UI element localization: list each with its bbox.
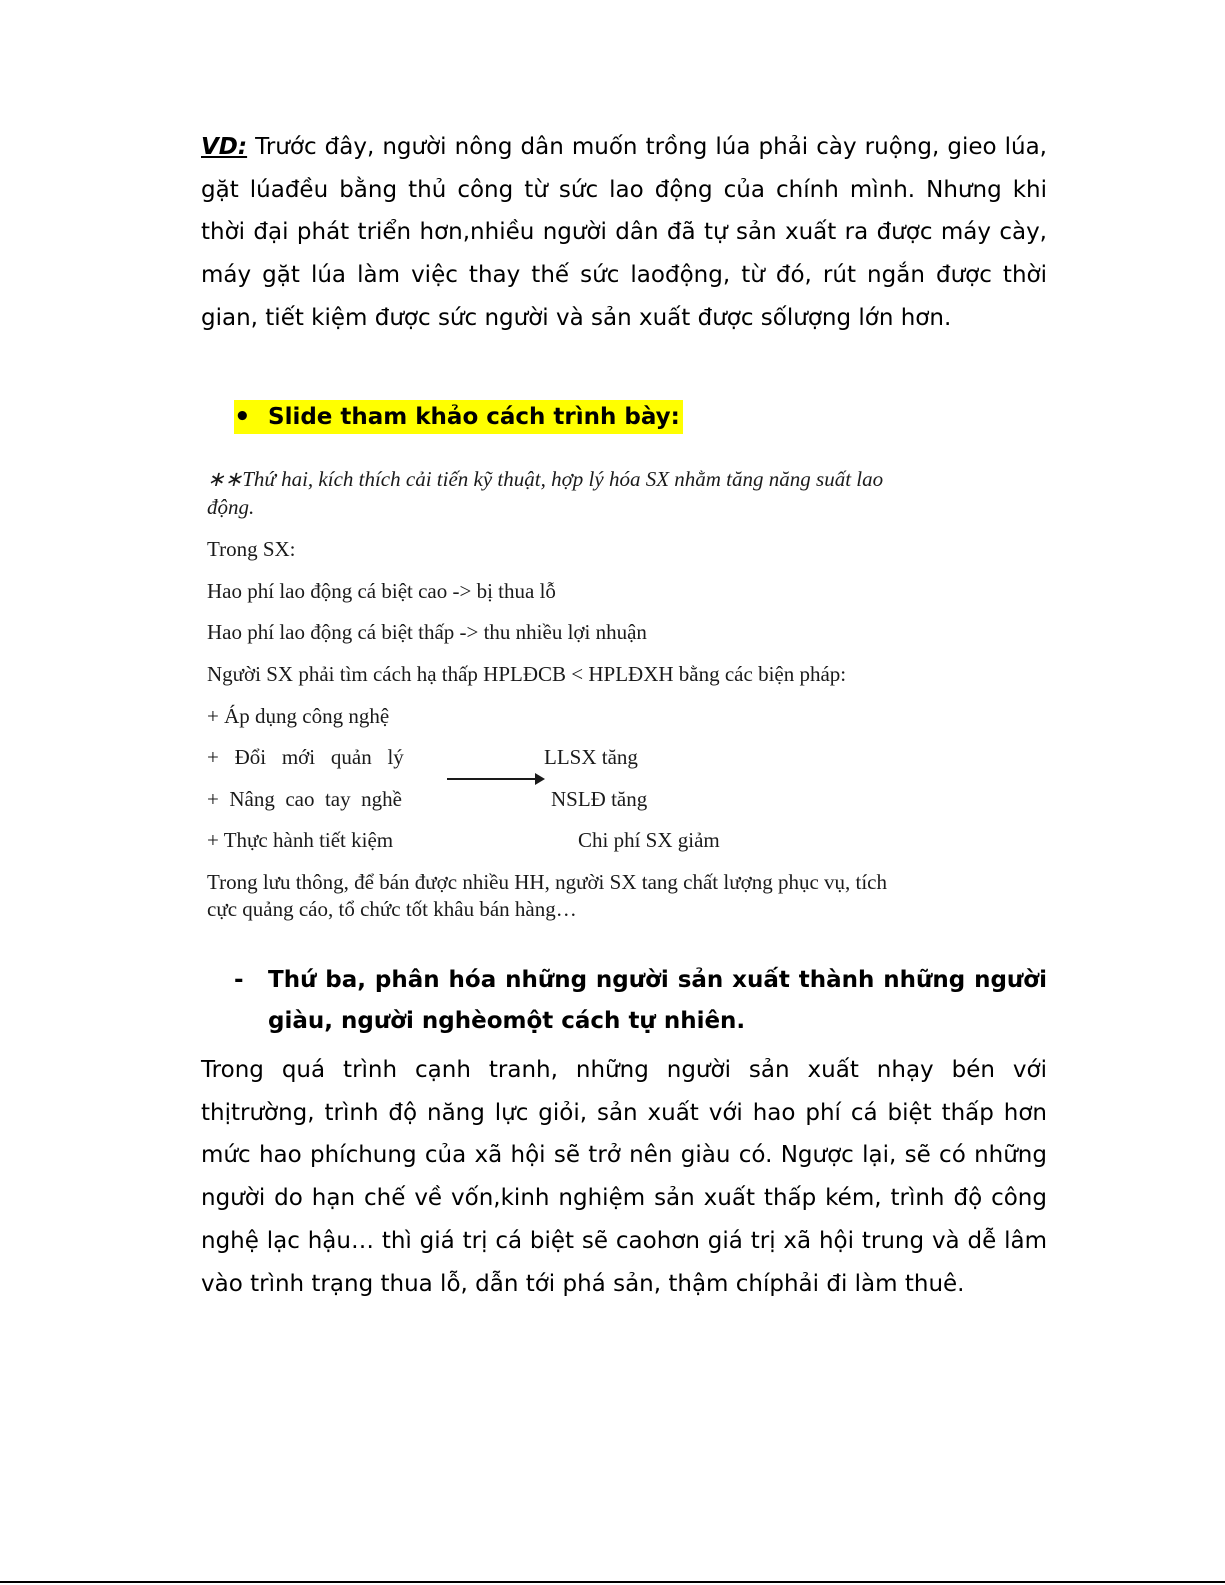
- slide-line-nguoi-sx: Người SX phải tìm cách hạ thấp HPLĐCB < HPLĐXH bằng các biện pháp:: [207, 662, 847, 686]
- slide-footer-line1: Trong lưu thông, để bán được nhiều HH, người SX tang chất lượng phục vụ, tích: [207, 870, 887, 894]
- slide-result: LLSX tăng: [544, 745, 638, 769]
- slide-measure: + Đổi mới quản lý: [207, 745, 404, 769]
- slide-footer-line2: cực quảng cáo, tổ chức tốt khâu bán hàng…: [207, 897, 577, 921]
- right-arrow-icon: [447, 778, 543, 780]
- slide-measure: + Áp dụng công nghệ: [207, 704, 390, 728]
- third-point-text: Thứ ba, phân hóa những người sản xuất thành những người giàu, người nghèomột cách tự nhiên.: [268, 967, 1047, 1034]
- slide-measure: + Thực hành tiết kiệm: [207, 828, 394, 852]
- bullet-text: Slide tham khảo cách trình bày:: [268, 404, 680, 430]
- slide-line-cao: Hao phí lao động cá biệt cao -> bị thua lỗ: [207, 579, 556, 603]
- slide-heading-line1: ∗∗Thứ hai, kích thích cải tiến kỹ thuật, hợp lý hóa SX nhằm tăng năng suất lao: [207, 467, 884, 491]
- page-bottom-rule: [0, 1581, 1225, 1583]
- slide-line-trong-sx: Trong SX:: [207, 537, 296, 561]
- example-paragraph: [201, 126, 1047, 340]
- bullet-icon: •: [234, 402, 251, 432]
- slide-image: [207, 465, 1007, 935]
- body-paragraph: Trong quá trình cạnh tranh, những người sản xuất nhạy bén với thịtrường, trình độ năng lực giỏi, sản xuất với hao phí cá biệt thấp hơn mức hao phíchung của xã hội sẽ trở nên giàu có. Ngược lại, sẽ có những người do hạn chế về vốn,kinh nghiệm sản xuất thấp kém, trình độ công nghệ lạc hậu… thì giá trị cá biệt sẽ caohơn giá trị xã hội trung và dễ lâm vào trình trạng thua lỗ, dẫn tới phá sản, thậm chíphải đi làm thuê.: [201, 1057, 1047, 1297]
- example-text: Trước đây, người nông dân muốn trồng lúa phải cày ruộng, gieo lúa, gặt lúađều bằng thủ công từ sức lao động của chính mình. Nhưng khi thời đại phát triển hơn,nhiều người dân đã tự sản xuất ra được máy cày, máy gặt lúa làm việc thay thế sức laođộng, từ đó, rút ngắn được thời gian, tiết kiệm được sức người và sản xuất được sốlượng lớn hơn.: [201, 134, 1047, 331]
- slide-result: Chi phí SX giảm: [578, 828, 720, 852]
- third-point-heading: [234, 960, 1047, 1042]
- example-label: VD:: [201, 134, 248, 160]
- slide-measure: + Nâng cao tay nghề: [207, 787, 402, 811]
- dash-bullet-icon: -: [234, 967, 244, 993]
- highlighted-bullet: [234, 400, 683, 434]
- slide-line-thap: Hao phí lao động cá biệt thấp -> thu nhiều lợi nhuận: [207, 620, 647, 644]
- slide-heading-line2: động.: [207, 495, 255, 519]
- slide-result: NSLĐ tăng: [551, 787, 648, 811]
